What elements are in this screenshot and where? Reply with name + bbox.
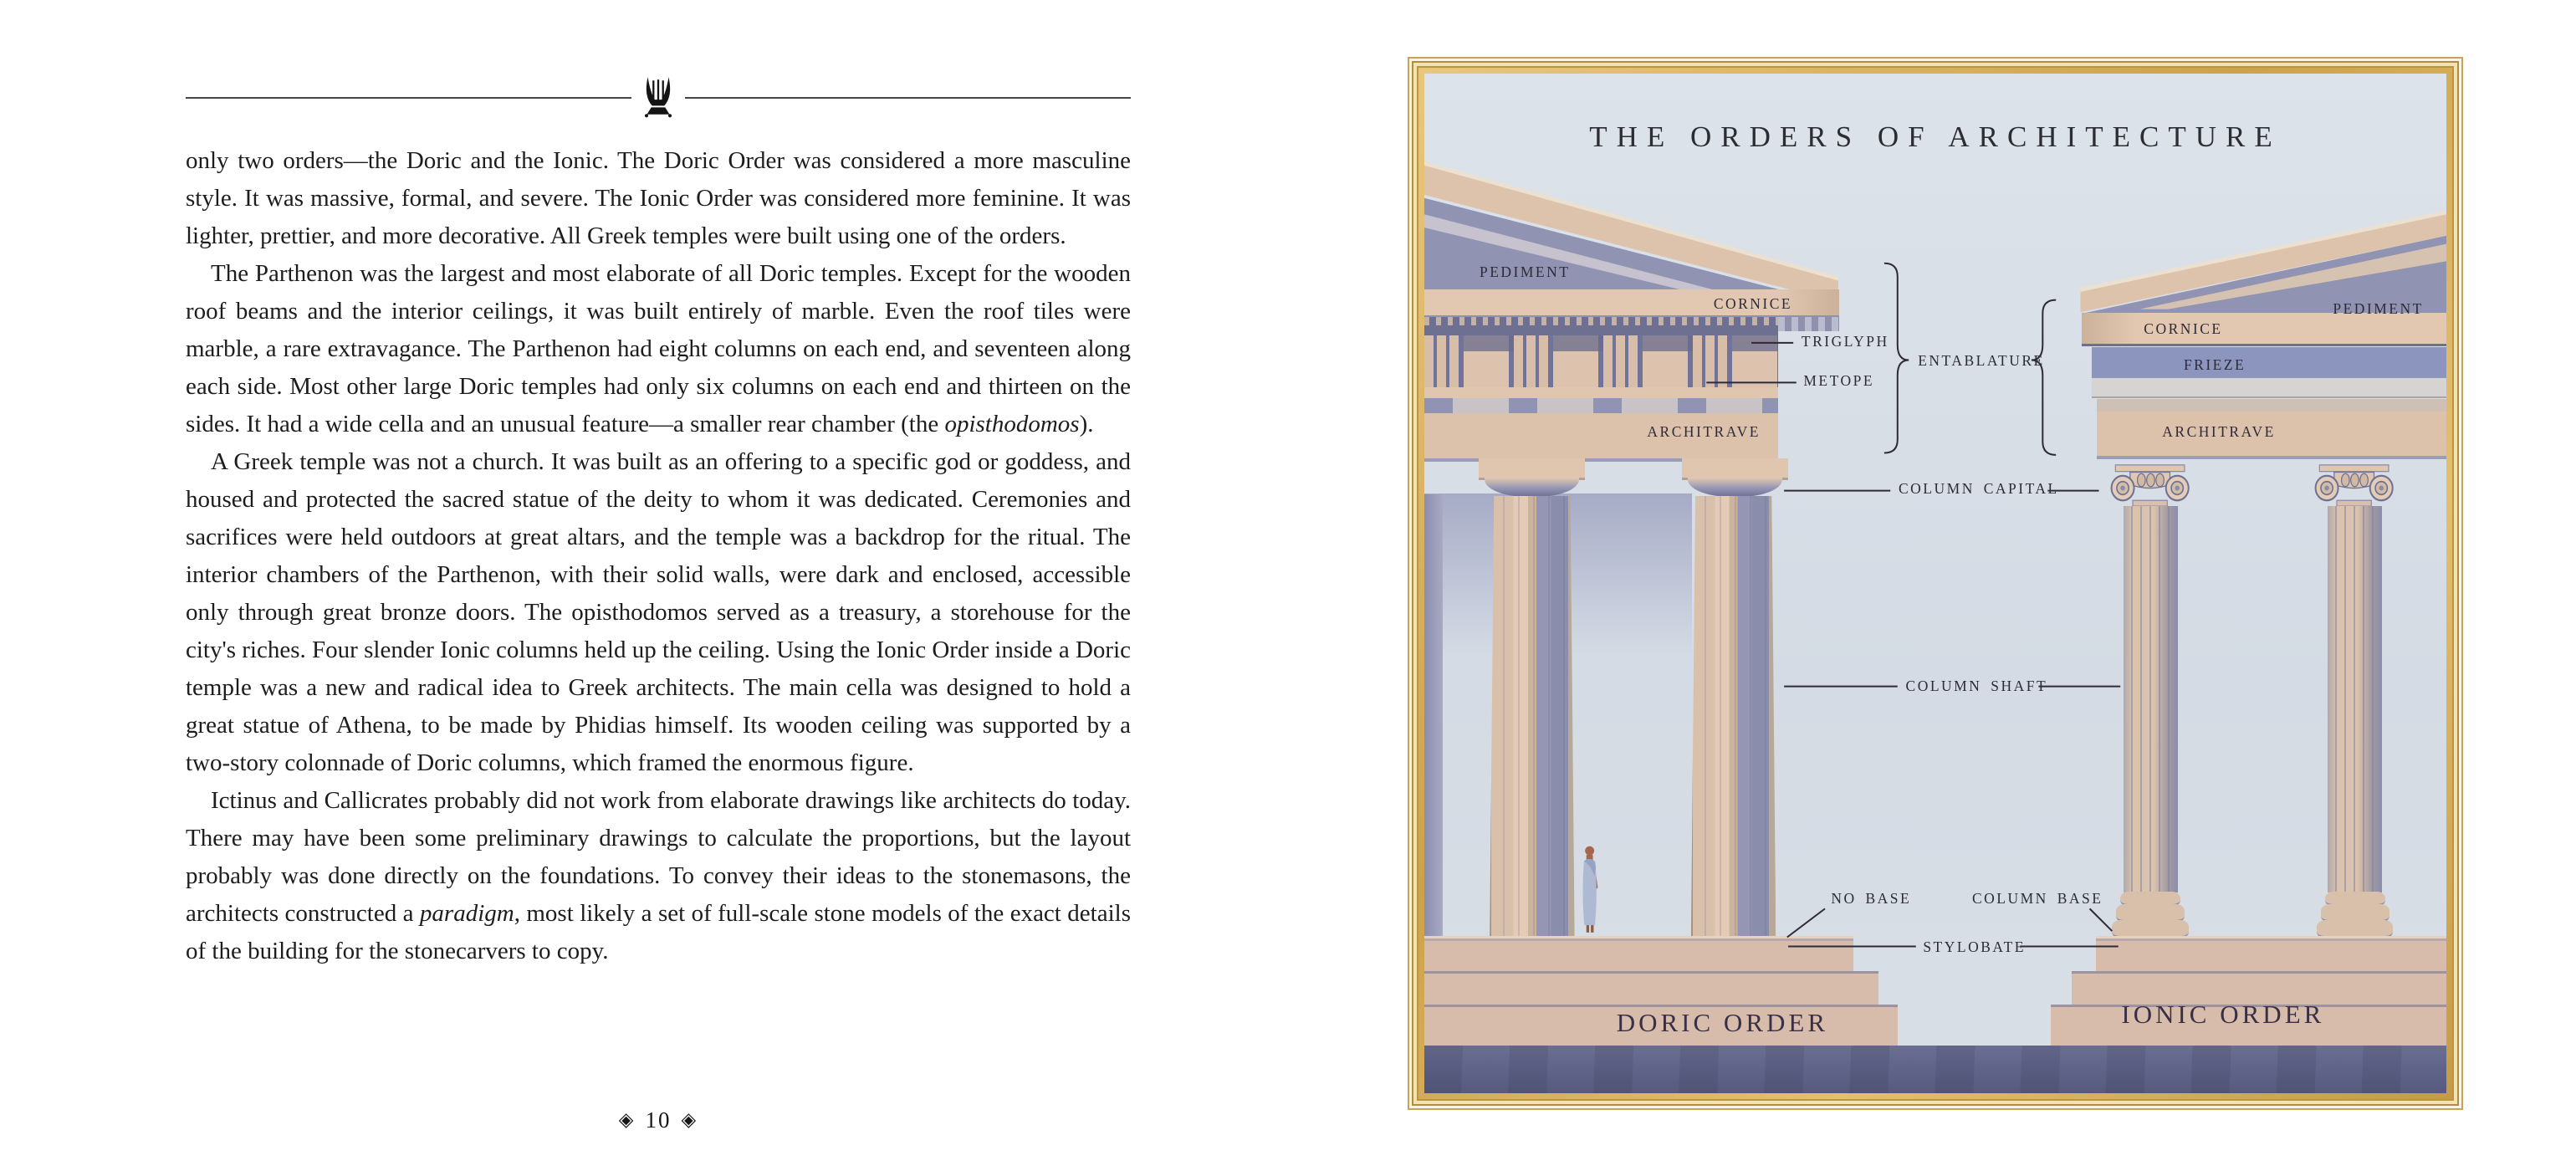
- body-paragraph: A Greek temple was not a church. It was built as an offering to a specific god or goddess, and housed and protected the sacred statue of the deity to whom it was dedicated. Ceremonies and sacrifices were held outdoors at great altars, and the temple was a backdrop for the ritual. The interior chambers of the Parthenon, with their solid walls, were dark and enclosed, accessible only through great bronze doors. The opisthodomos served as a treasury, a storehouse for the city's riches. Four slender Ionic columns held up the ceiling. Using the Ionic Order inside a Doric temple was a new and radical idea to Greek architects. The main cella was designed to hold a great statue of Athena, to be made by Phidias himself. Its wooden ceiling was supported by a two-story colonnade of Doric columns, which framed the enormous figure.: [186, 448, 1131, 776]
- label-pediment-doric: PEDIMENT: [1479, 263, 1571, 280]
- diamond-ornament-icon: ◈: [618, 1109, 636, 1130]
- label-column-base: COLUMN BASE: [1971, 890, 2103, 908]
- label-triglyph: TRIGLYPH: [1801, 332, 1889, 350]
- label-architrave-ionic: ARCHITRAVE: [2162, 423, 2276, 441]
- plate-title: THE ORDERS OF ARCHITECTURE: [1589, 120, 2282, 154]
- body-text: [186, 142, 1131, 970]
- label-cornice-ionic: CORNICE: [2144, 320, 2223, 337]
- body-paragraph: only two orders—the Doric and the Ionic. The Doric Order was considered a more masculine style. It was massive, formal, and severe. The Ionic Order was considered more feminine. It was lighter, prettier, and more decorative. All Greek temples were built using one of the orders.: [186, 147, 1131, 249]
- label-metope: METOPE: [1803, 372, 1875, 390]
- label-ionic-order: IONIC ORDER: [2121, 999, 2325, 1029]
- label-cornice-doric: CORNICE: [1713, 294, 1793, 312]
- body-paragraph: The Parthenon was the largest and most elaborate of all Doric temples. Except for the wooden roof beams and the interior ceilings, it was built entirely of marble. Even the roof tiles were marble, a rare extravagance. The Parthenon had eight columns on each end, and seventeen along each side. Most other large Doric temples had only six columns on each end and thirteen on the sides. It had a wide cella and an unusual feature—a smaller rear chamber (the opisthodomos).: [186, 260, 1131, 437]
- label-frieze: FRIEZE: [2183, 355, 2246, 373]
- page-number: [186, 1107, 1131, 1133]
- lyre-ornament-icon: [631, 72, 685, 124]
- lyre-icon: [640, 75, 677, 120]
- architecture-plate-frame: [1412, 61, 2459, 1106]
- label-architrave-doric: ARCHITRAVE: [1647, 423, 1761, 441]
- diamond-ornament-icon: ◈: [681, 1109, 698, 1130]
- label-pediment-ionic: PEDIMENT: [2333, 299, 2424, 317]
- architecture-plate: [1424, 74, 2446, 1093]
- label-stylobate: STYLOBATE: [1923, 938, 2026, 955]
- label-doric-order: DORIC ORDER: [1616, 1007, 1828, 1037]
- body-paragraph: Ictinus and Callicrates probably did not work from elaborate drawings like architects do today. There may have been some preliminary drawings to calculate the proportions, but the layout probably was done directly on the foundations. To convey their ideas to the stonemasons, the architects constructed a paradigm, most likely a set of full-scale stone models of the exact details of the building for the stonecarvers to copy.: [186, 787, 1131, 964]
- label-entablature: ENTABLATURE: [1918, 351, 2045, 369]
- label-column-capital: COLUMN CAPITAL: [1899, 480, 2059, 498]
- label-no-base: NO BASE: [1831, 890, 1912, 908]
- page-number-value: 10: [645, 1107, 672, 1133]
- label-column-shaft: COLUMN SHAFT: [1905, 677, 2048, 694]
